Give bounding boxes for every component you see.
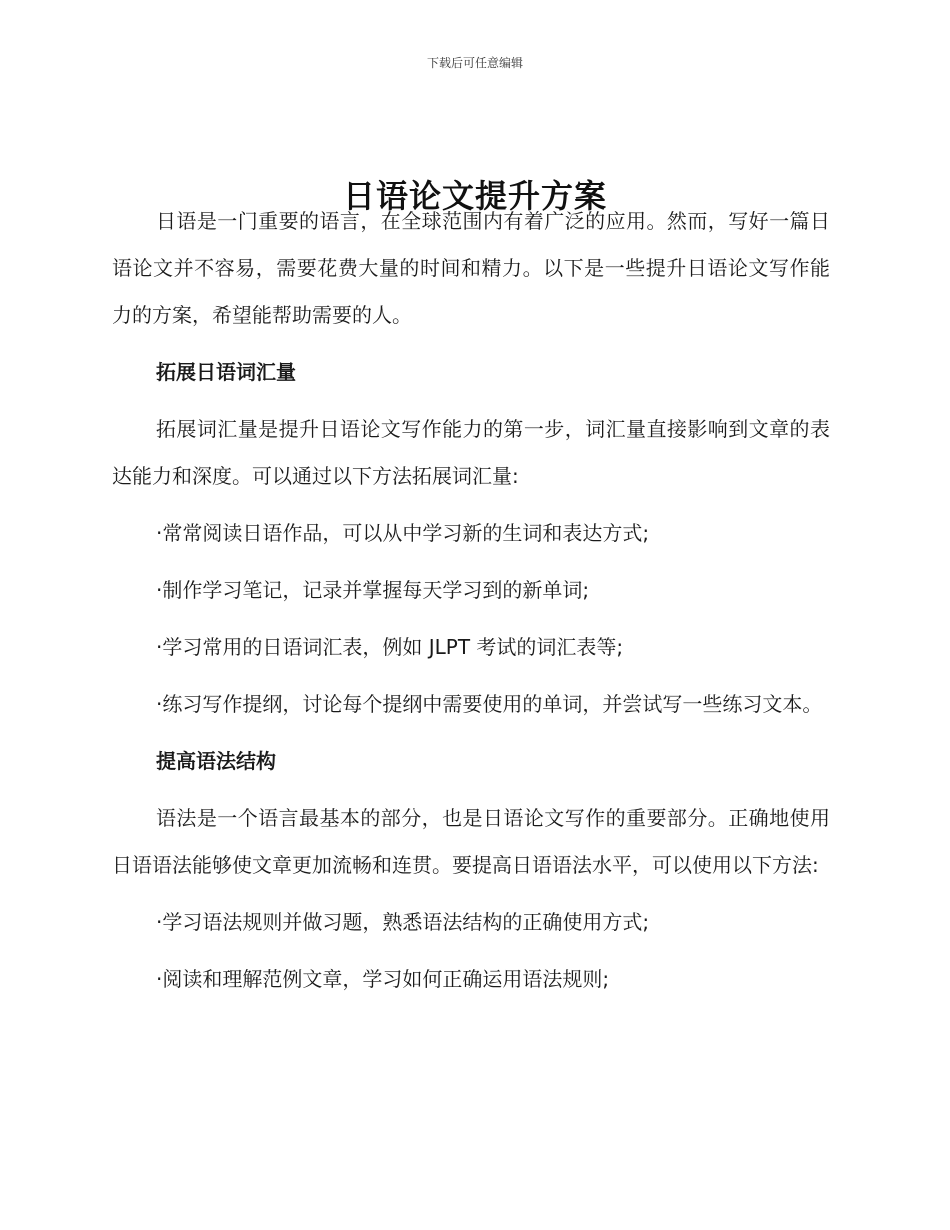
bullet-item: ·制作学习笔记，记录并掌握每天学习到的新单词; [156,578,590,602]
bullet-item: ·练习写作提纲，讨论每个提纲中需要使用的单词，并尝试写一些练习文本。 [156,692,823,716]
bullet-item: ·学习语法规则并做习题，熟悉语法结构的正确使用方式; [156,910,650,934]
bullet-item: ·阅读和理解范例文章，学习如何正确运用语法规则; [156,967,610,991]
section-vocabulary [112,349,830,728]
document-title: 日语论文提升方案 [342,177,607,216]
intro-paragraph: 日语是一门重要的语言，在全球范围内有着广泛的应用。然而，写好一篇日语论文并不容易，需要花费大量的时间和精力。以下是一些提升日语论文写作能力的方案，希望能帮助需要的人。 [112,209,830,327]
page-header-note: 下载后可任意编辑 [426,56,523,70]
section-paragraph: 拓展词汇量是提升日语论文写作能力的第一步，词汇量直接影响到文章的表达能力和深度。可以通过以下方法拓展词汇量: [112,417,830,488]
section-heading: 拓展日语词汇量 [156,360,296,384]
bullet-item: ·学习常用的日语词汇表，例如 JLPT 考试的词汇表等; [156,635,624,659]
section-heading: 提高语法结构 [156,749,276,773]
section-paragraph: 语法是一个语言最基本的部分，也是日语论文写作的重要部分。正确地使用日语语法能够使文章更加流畅和连贯。要提高日语语法水平，可以使用以下方法: [112,806,830,877]
bullet-item: ·常常阅读日语作品，可以从中学习新的生词和表达方式; [156,521,650,545]
section-grammar [112,738,830,1003]
document-body [112,198,830,1003]
